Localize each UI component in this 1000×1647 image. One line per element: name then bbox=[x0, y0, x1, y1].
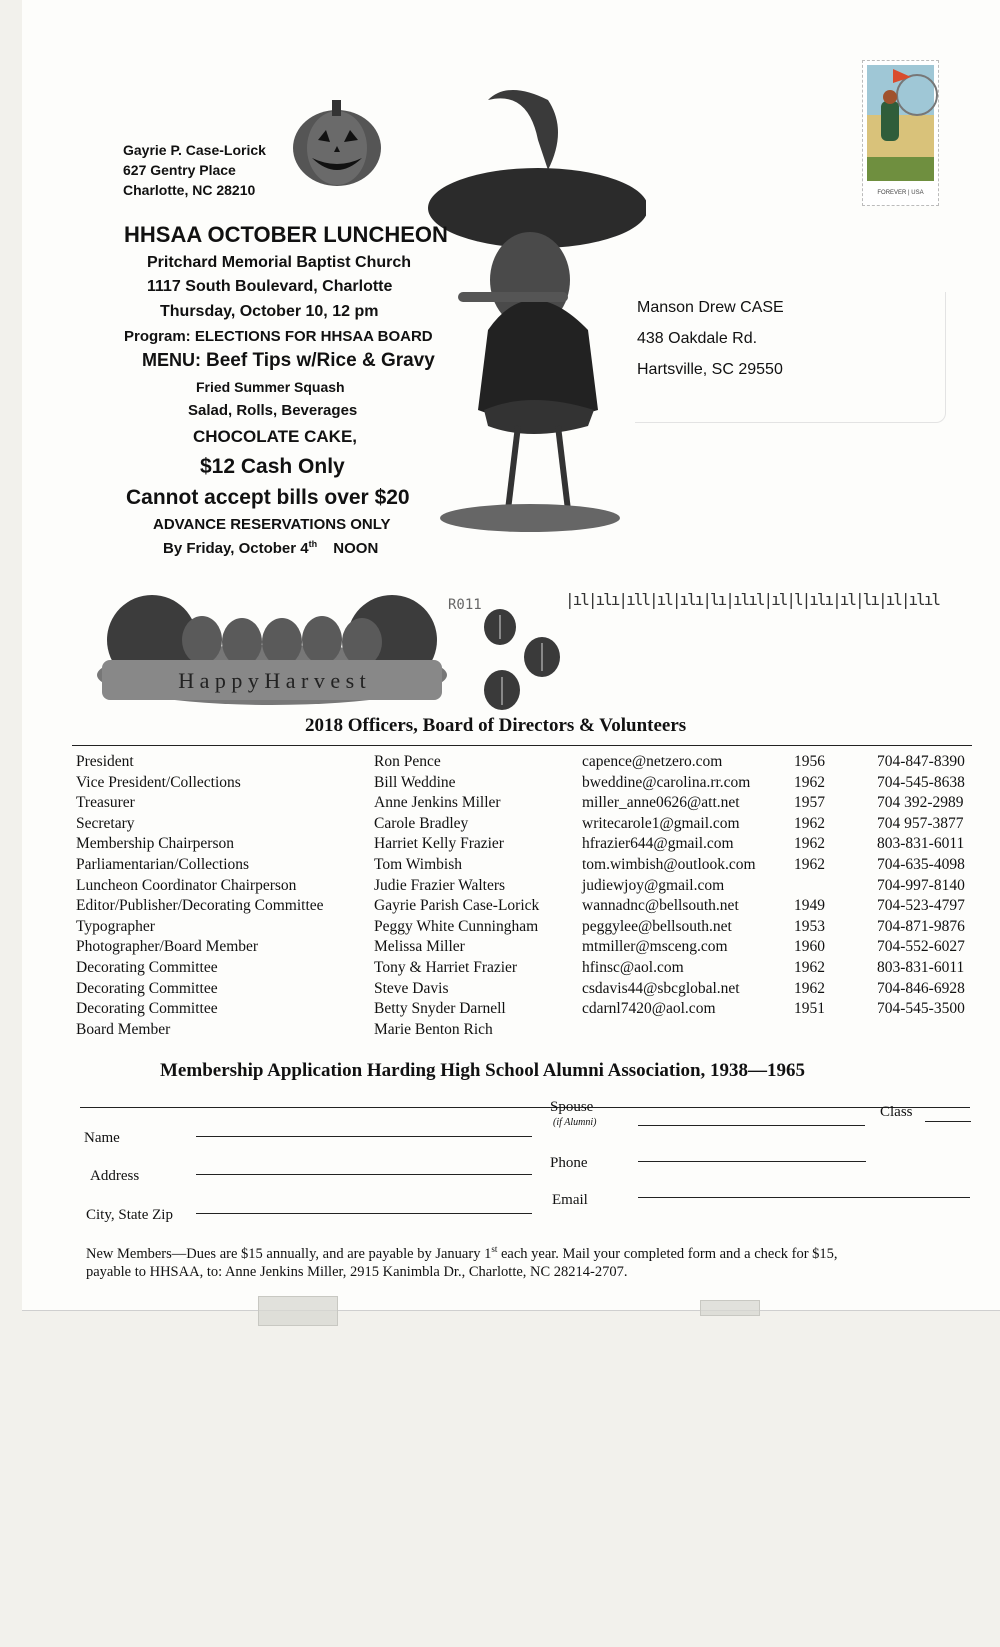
officer-name: Steve Davis bbox=[374, 979, 449, 997]
officers-table bbox=[72, 753, 972, 1053]
officer-name: Betty Snyder Darnell bbox=[374, 1000, 506, 1018]
officer-phone: 803-831-6011 bbox=[877, 835, 965, 853]
officer-email: mtmiller@msceng.com bbox=[582, 938, 728, 956]
officer-email: judiewjoy@gmail.com bbox=[582, 876, 725, 894]
application-divider bbox=[80, 1106, 970, 1108]
spouse-note: (if Alumni) bbox=[553, 1117, 597, 1128]
officer-email: writecarole1@gmail.com bbox=[582, 814, 740, 832]
postal-code: R011 bbox=[448, 597, 482, 613]
witch-illustration bbox=[418, 70, 646, 540]
recipient-city: Hartsville, SC 29550 bbox=[637, 361, 783, 378]
officer-role: Decorating Committee bbox=[76, 1000, 218, 1018]
officer-phone: 704-552-6027 bbox=[877, 938, 965, 956]
officer-row bbox=[72, 959, 972, 980]
officer-role: President bbox=[76, 753, 134, 770]
officer-year: 1962 bbox=[794, 856, 825, 873]
flyer-menu-main: Beef Tips w/Rice & Gravy bbox=[206, 350, 435, 371]
officer-row bbox=[72, 897, 972, 918]
officer-name: Carole Bradley bbox=[374, 814, 469, 832]
officer-role: Decorating Committee bbox=[76, 959, 218, 976]
officer-email: peggylee@bellsouth.net bbox=[582, 917, 732, 935]
flyer-datetime: Thursday, October 10, 12 pm bbox=[160, 303, 379, 320]
officer-name: Peggy White Cunningham bbox=[374, 917, 539, 935]
officer-name: Ron Pence bbox=[374, 753, 441, 770]
class-field[interactable] bbox=[925, 1120, 971, 1122]
officer-role: Treasurer bbox=[76, 794, 135, 812]
officer-name: Tom Wimbish bbox=[374, 856, 462, 873]
acorn-leaves-icon bbox=[480, 605, 585, 715]
officer-row bbox=[72, 835, 972, 856]
flyer-menu bbox=[142, 350, 435, 372]
harvest-pumpkins-illustration bbox=[92, 560, 457, 710]
flyer-venue: Pritchard Memorial Baptist Church bbox=[147, 254, 412, 271]
officer-phone: 704-997-8140 bbox=[877, 876, 965, 894]
officer-row bbox=[72, 980, 972, 1001]
officer-role: Typographer bbox=[76, 917, 155, 935]
officer-year: 1962 bbox=[794, 959, 825, 976]
officer-phone: 704 957-3877 bbox=[877, 814, 964, 832]
recipient-street: 438 Oakdale Rd. bbox=[637, 330, 758, 347]
officer-row bbox=[72, 815, 972, 836]
officer-email: tom.wimbish@outlook.com bbox=[582, 856, 756, 873]
officer-email: capence@netzero.com bbox=[582, 753, 723, 770]
officer-name: Melissa Miller bbox=[374, 938, 465, 956]
tape-strip bbox=[258, 1296, 338, 1326]
officer-name: Bill Weddine bbox=[374, 773, 456, 791]
officer-name: Judie Frazier Walters bbox=[374, 876, 506, 894]
harvest-sign-text: H a p p y H a r v e s t bbox=[178, 668, 366, 693]
officer-row bbox=[72, 938, 972, 959]
officer-phone: 704-847-8390 bbox=[877, 753, 965, 770]
city-state-zip-field[interactable] bbox=[196, 1212, 532, 1214]
officer-year: 1951 bbox=[794, 1000, 825, 1018]
officer-email: wannadnc@bellsouth.net bbox=[582, 897, 739, 915]
officer-email: cdarnl7420@aol.com bbox=[582, 1000, 716, 1018]
flyer-deadline bbox=[163, 539, 378, 557]
tape-strip bbox=[700, 1300, 760, 1316]
flyer-deadline-sup: th bbox=[308, 539, 318, 549]
officer-row bbox=[72, 1021, 972, 1042]
flyer-program: Program: ELECTIONS FOR HHSAA BOARD bbox=[124, 328, 433, 345]
officer-email: csdavis44@sbcglobal.net bbox=[582, 979, 740, 997]
officer-phone: 704-846-6928 bbox=[877, 979, 965, 997]
officer-role: Parliamentarian/Collections bbox=[76, 856, 250, 873]
officer-role: Luncheon Coordinator Chairperson bbox=[76, 876, 297, 894]
stamp-text: FOREVER | USA bbox=[877, 190, 924, 196]
officer-phone: 704-545-8638 bbox=[877, 773, 965, 791]
officers-divider bbox=[72, 744, 972, 746]
phone-field[interactable] bbox=[638, 1160, 866, 1162]
dues-text: New Members—Dues are $15 annually, and are payable by January 1 bbox=[86, 1245, 492, 1262]
officer-role: Membership Chairperson bbox=[76, 835, 234, 853]
officer-year: 1960 bbox=[794, 938, 825, 956]
officer-name: Marie Benton Rich bbox=[374, 1020, 493, 1038]
officer-role: Photographer/Board Member bbox=[76, 938, 259, 956]
city-state-zip-label: City, State Zip bbox=[86, 1207, 173, 1223]
name-label: Name bbox=[84, 1130, 120, 1146]
officer-name: Harriet Kelly Frazier bbox=[374, 835, 504, 853]
officer-row bbox=[72, 918, 972, 939]
officers-heading: 2018 Officers, Board of Directors & Volunteers bbox=[305, 715, 687, 736]
officer-phone: 704-871-9876 bbox=[877, 917, 965, 935]
return-city: Charlotte, NC 28210 bbox=[123, 182, 256, 198]
flyer-menu-label: MENU: bbox=[142, 350, 201, 370]
recipient-name: Manson Drew CASE bbox=[637, 299, 784, 316]
officer-year: 1956 bbox=[794, 753, 825, 770]
email-label: Email bbox=[552, 1192, 588, 1208]
return-name: Gayrie P. Case-Lorick bbox=[123, 142, 266, 158]
dues-sup: st bbox=[491, 1244, 498, 1254]
officer-year: 1962 bbox=[794, 979, 825, 997]
officer-email: miller_anne0626@att.net bbox=[582, 794, 740, 812]
return-address bbox=[123, 140, 266, 200]
dues-note-line1 bbox=[86, 1244, 838, 1263]
officer-phone: 704-523-4797 bbox=[877, 897, 965, 915]
officer-name: Gayrie Parish Case-Lorick bbox=[374, 897, 540, 915]
dues-note-line2: payable to HHSAA, to: Anne Jenkins Miller, 2915 Kanimbla Dr., Charlotte, NC 28214-2707. bbox=[86, 1264, 628, 1280]
officer-phone: 704-635-4098 bbox=[877, 856, 965, 873]
officer-phone: 704-545-3500 bbox=[877, 1000, 965, 1018]
officer-email: bweddine@carolina.rr.com bbox=[582, 773, 751, 791]
officer-role: Board Member bbox=[76, 1020, 171, 1038]
officer-name: Tony & Harriet Frazier bbox=[374, 959, 518, 976]
phone-label: Phone bbox=[550, 1155, 588, 1171]
officer-role: Vice President/Collections bbox=[76, 773, 241, 791]
officer-row bbox=[72, 794, 972, 815]
flyer-title: HHSAA OCTOBER LUNCHEON bbox=[124, 222, 448, 247]
postage-stamp bbox=[862, 60, 939, 206]
recipient-address bbox=[635, 292, 946, 423]
dues-text-cont: each year. Mail your completed form and a check for $15, bbox=[497, 1245, 838, 1262]
spouse-label: Spouse bbox=[550, 1099, 594, 1115]
officer-email: hfinsc@aol.com bbox=[582, 959, 684, 976]
officer-name: Anne Jenkins Miller bbox=[374, 794, 501, 812]
name-field[interactable] bbox=[196, 1135, 532, 1137]
officer-row bbox=[72, 1000, 972, 1021]
officer-email: hfrazier644@gmail.com bbox=[582, 835, 734, 853]
application-heading: Membership Application Harding High School Alumni Association, 1938—1965 bbox=[160, 1060, 806, 1081]
officer-year: 1949 bbox=[794, 897, 825, 915]
officer-row bbox=[72, 877, 972, 898]
address-field[interactable] bbox=[196, 1173, 532, 1175]
officer-year: 1962 bbox=[794, 814, 825, 832]
flyer-deadline-date: By Friday, October 4 bbox=[163, 540, 309, 557]
flyer-price: $12 Cash Only bbox=[200, 455, 345, 478]
postal-barcode: |ıl|ılı|ıll|ıl|ılı|lı|ılıl|ıl|l|ılı|ıl|lı|ıl|ılıl bbox=[565, 590, 940, 609]
officer-year: 1953 bbox=[794, 917, 825, 935]
flyer-reservations: ADVANCE RESERVATIONS ONLY bbox=[153, 516, 391, 533]
officer-year: 1962 bbox=[794, 773, 825, 791]
flyer-menu-side2: Salad, Rolls, Beverages bbox=[188, 402, 358, 419]
officer-role: Decorating Committee bbox=[76, 979, 218, 997]
officer-role: Secretary bbox=[76, 814, 135, 832]
return-street: 627 Gentry Place bbox=[123, 162, 236, 178]
officer-phone: 704 392-2989 bbox=[877, 794, 964, 812]
address-label: Address bbox=[90, 1168, 140, 1184]
flyer-deadline-time: NOON bbox=[333, 540, 379, 557]
email-field[interactable] bbox=[638, 1196, 970, 1198]
class-label: Class bbox=[880, 1104, 913, 1120]
officer-role: Editor/Publisher/Decorating Committee bbox=[76, 897, 324, 915]
flyer-bills-note: Cannot accept bills over $20 bbox=[126, 486, 410, 509]
officer-phone: 803-831-6011 bbox=[877, 959, 965, 976]
spouse-field[interactable] bbox=[638, 1124, 865, 1126]
flyer-venue-address: 1117 South Boulevard, Charlotte bbox=[147, 278, 393, 295]
officer-year: 1957 bbox=[794, 794, 825, 812]
flyer-dessert: CHOCOLATE CAKE, bbox=[193, 427, 358, 446]
officer-year: 1962 bbox=[794, 835, 825, 853]
pumpkin-icon bbox=[288, 96, 386, 190]
officer-row bbox=[72, 753, 972, 774]
flyer-menu-side1: Fried Summer Squash bbox=[196, 379, 345, 395]
officer-row bbox=[72, 774, 972, 795]
officer-row bbox=[72, 856, 972, 877]
stamp-image-icon bbox=[863, 61, 938, 185]
